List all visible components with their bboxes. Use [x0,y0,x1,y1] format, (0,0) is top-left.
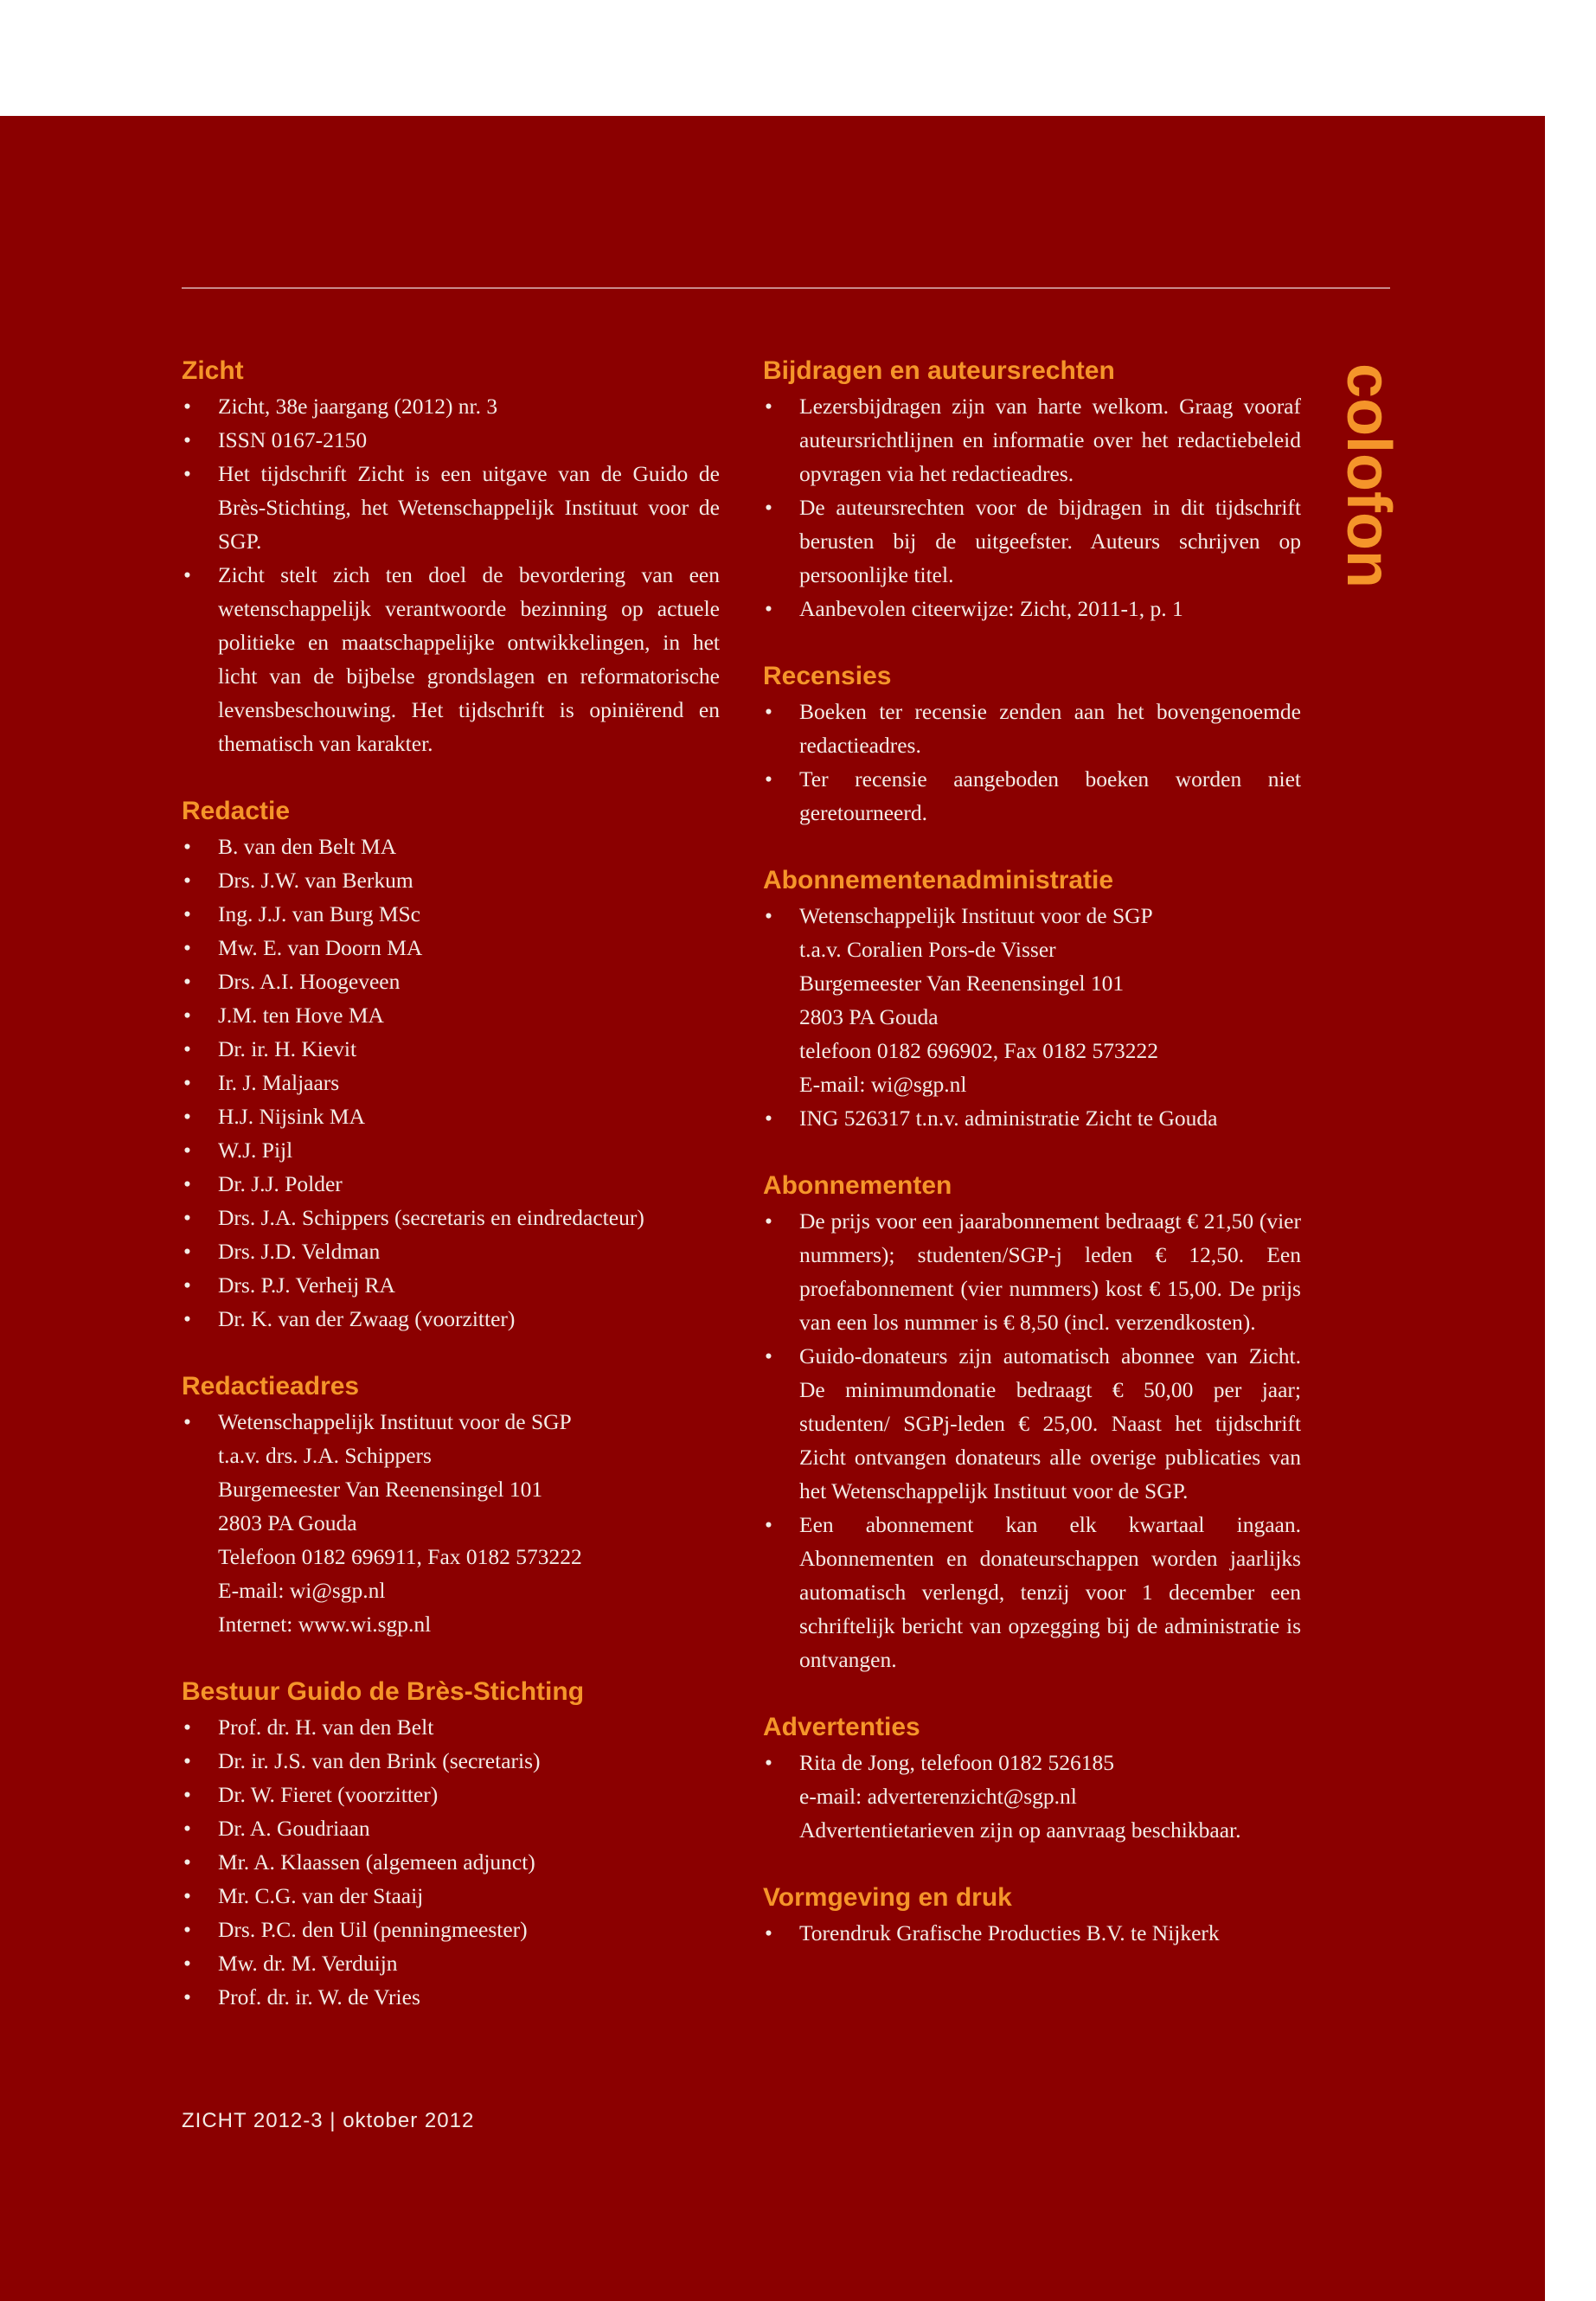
list-item: • ISSN 0167-2150 [182,423,720,457]
section-recensies [763,660,1301,830]
list-item: • W.J. Pijl [182,1133,720,1167]
list-item: • Dr. A. Goudriaan [182,1811,720,1845]
heading-zicht: Zicht [182,356,244,385]
list-item: • H.J. Nijsink MA [182,1099,720,1133]
list-item: • Dr. W. Fieret (voorzitter) [182,1778,720,1811]
address-line: E-mail: wi@sgp.nl [799,1072,967,1097]
abonnementen-list [763,1204,1301,1676]
address-line: • Wetenschappelijk Instituut voor de SGP [218,1409,572,1434]
address-line: Telefoon 0182 696911, Fax 0182 573222 [218,1544,582,1569]
list-item: • Dr. ir. J.S. van den Brink (secretaris) [182,1744,720,1778]
bijdragen-list [763,389,1301,625]
section-redactie [182,795,720,1336]
list-item: • Drs. P.C. den Uil (penningmeester) [182,1913,720,1946]
page-footer: ZICHT 2012-3 | oktober 2012 [182,2109,475,2132]
section-administratie [763,864,1301,1135]
address-item [182,1405,720,1641]
advertenties-list [763,1746,1301,1847]
heading-redactie: Redactie [182,797,291,825]
contact-line: Advertentietarieven zijn op aanvraag beschikbaar. [799,1817,1241,1843]
list-item: • De auteursrechten voor de bijdragen in dit tijdschrift berusten bij de uitgeefster. Auteurs schrijven op persoonlijke titel. [763,490,1301,592]
contact-line: • Rita de Jong, telefoon 0182 526185 [799,1750,1115,1775]
list-item: • Dr. K. van der Zwaag (voorzitter) [182,1302,720,1336]
colofon-title-text: colofon [1334,363,1403,588]
address-line: Burgemeester Van Reenensingel 101 [218,1477,543,1502]
vormgeving-list [763,1916,1301,1950]
list-item: • J.M. ten Hove MA [182,998,720,1032]
address-line: 2803 PA Gouda [799,1004,939,1029]
address-line: • Wetenschappelijk Instituut voor de SGP [799,903,1153,928]
list-item: • ING 526317 t.n.v. administratie Zicht te Gouda [763,1101,1301,1135]
list-item: • Mr. C.G. van der Staaij [182,1879,720,1913]
list-item: • Het tijdschrift Zicht is een uitgave van de Guido de Brès-Stichting, het Wetenschappelijk Instituut voor de SGP. [182,457,720,558]
top-divider [182,287,1390,289]
address-line: Internet: www.wi.sgp.nl [218,1612,432,1637]
section-zicht [182,355,720,760]
list-item: • Mw. E. van Doorn MA [182,931,720,965]
heading-advertenties: Advertenties [763,1713,920,1741]
address-line: 2803 PA Gouda [218,1510,357,1535]
list-item: • Een abonnement kan elk kwartaal ingaan. Abonnementen en donateurschappen worden jaarlijks automatisch verlengd, tenzij voor 1 december een schriftelijk bericht van opzegging bij de administratie is ontvangen. [763,1508,1301,1676]
heading-redactieadres: Redactieadres [182,1372,360,1400]
list-item: • Aanbevolen citeerwijze: Zicht, 2011-1, p. 1 [763,592,1301,625]
address-line: t.a.v. Coralien Pors-de Visser [799,937,1056,962]
address-line: telefoon 0182 696902, Fax 0182 573222 [799,1038,1159,1063]
list-item: • Mr. A. Klaassen (algemeen adjunct) [182,1845,720,1879]
list-item: • Drs. A.I. Hoogeveen [182,965,720,998]
address-line: Burgemeester Van Reenensingel 101 [799,971,1125,996]
section-bestuur [182,1676,720,2014]
contact-item [763,1746,1301,1847]
address-line: E-mail: wi@sgp.nl [218,1578,386,1603]
list-item: • Dr. ir. H. Kievit [182,1032,720,1066]
right-column [763,355,1301,1984]
list-item: • Ter recensie aangeboden boeken worden niet geretourneerd. [763,762,1301,830]
heading-recensies: Recensies [763,662,892,690]
recensies-list [763,695,1301,830]
heading-bestuur: Bestuur Guido de Brès-Stichting [182,1677,585,1706]
heading-administratie: Abonnementenadministratie [763,866,1114,894]
section-vormgeving [763,1881,1301,1950]
heading-bijdragen: Bijdragen en auteursrechten [763,356,1115,385]
left-column [182,355,720,2048]
address-line: t.a.v. drs. J.A. Schippers [218,1443,432,1468]
list-item: • Zicht stelt zich ten doel de bevordering van een wetenschappelijk verantwoorde bezinning op actuele politieke en maatschappelijke ontwikkelingen, in het licht van de bijbelse grondslagen en reformatorische levensbeschouwing. Het tijdschrift is opiniërend en thematisch van karakter. [182,558,720,760]
list-item: • Prof. dr. H. van den Belt [182,1710,720,1744]
zicht-list [182,389,720,760]
list-item: • Lezersbijdragen zijn van harte welkom. Graag vooraf auteursrichtlijnen en informatie over het redactiebeleid opvragen via het redactieadres. [763,389,1301,490]
list-item: • Zicht, 38e jaargang (2012) nr. 3 [182,389,720,423]
section-advertenties [763,1711,1301,1847]
list-item: • Drs. J.A. Schippers (secretaris en eindredacteur) [182,1201,720,1234]
list-item: • Torendruk Grafische Producties B.V. te Nijkerk [763,1916,1301,1950]
redactie-list [182,830,720,1336]
list-item: • Prof. dr. ir. W. de Vries [182,1980,720,2014]
list-item: • Drs. J.D. Veldman [182,1234,720,1268]
list-item: • Drs. J.W. van Berkum [182,863,720,897]
list-item: • Dr. J.J. Polder [182,1167,720,1201]
list-item: • Boeken ter recensie zenden aan het bovengenoemde redactieadres. [763,695,1301,762]
heading-abonnementen: Abonnementen [763,1171,952,1200]
list-item: • Drs. P.J. Verheij RA [182,1268,720,1302]
list-item: • De prijs voor een jaarabonnement bedraagt € 21,50 (vier nummers); studenten/SGP-j leden € 12,50. Een proefabonnement (vier nummers) kost € 15,00. De prijs van een los nummer is € 8,50 (incl. verzendkosten). [763,1204,1301,1339]
list-item: • Ing. J.J. van Burg MSc [182,897,720,931]
section-bijdragen [763,355,1301,625]
redactieadres-list [182,1405,720,1641]
section-redactieadres [182,1370,720,1641]
list-item: • Guido-donateurs zijn automatisch abonnee van Zicht. De minimumdonatie bedraagt € 50,00 per jaar; studenten/ SGPj-leden € 25,00. Naast het tijdschrift Zicht ontvangen donateurs alle overige publicaties van het Wetenschappelijk Instituut voor de SGP. [763,1339,1301,1508]
list-item: • B. van den Belt MA [182,830,720,863]
list-item: • Ir. J. Maljaars [182,1066,720,1099]
section-abonnementen [763,1170,1301,1676]
address-item [763,899,1301,1101]
colofon-vertical-title [1317,355,1420,597]
administratie-list [763,899,1301,1135]
list-item: • Mw. dr. M. Verduijn [182,1946,720,1980]
bestuur-list [182,1710,720,2014]
contact-line: e-mail: adverterenzicht@sgp.nl [799,1784,1077,1809]
heading-vormgeving: Vormgeving en druk [763,1883,1012,1912]
